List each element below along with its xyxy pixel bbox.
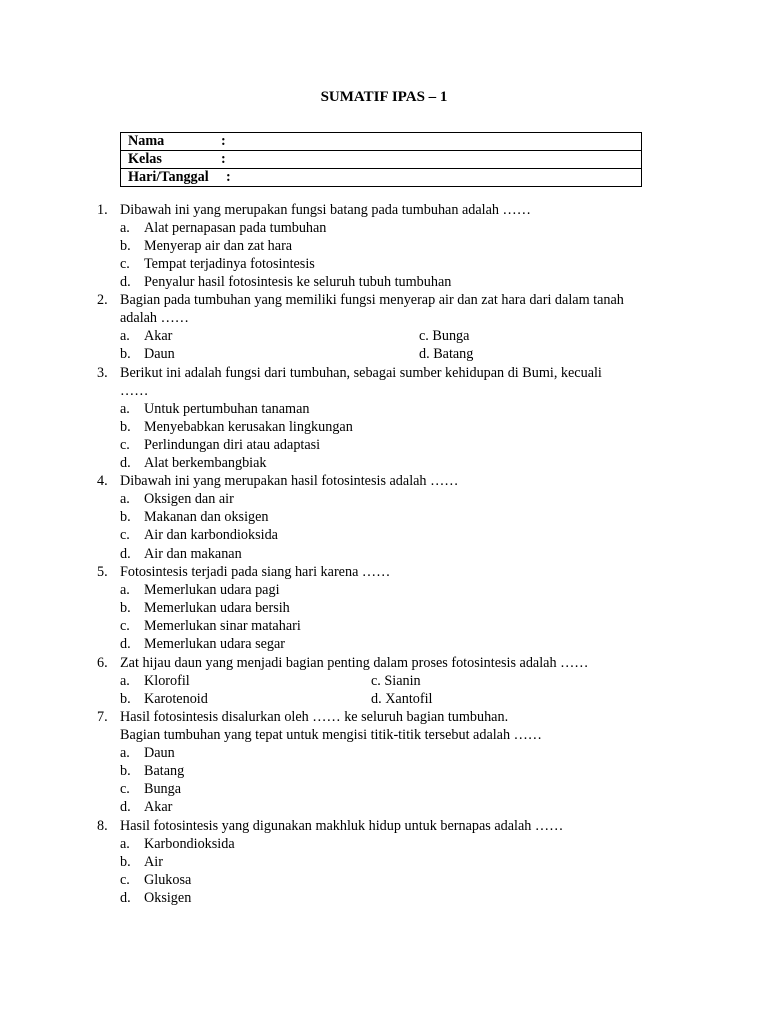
option-letter: d.	[120, 636, 131, 652]
option-letter: a.	[120, 836, 130, 852]
option-letter: a.	[120, 328, 130, 344]
option-text: Menyebabkan kerusakan lingkungan	[144, 419, 353, 435]
option-text: d. Xantofil	[371, 691, 433, 707]
option-letter: c.	[120, 781, 130, 797]
identity-row-date	[121, 169, 642, 187]
option-letter: b.	[120, 509, 131, 525]
option-text: Tempat terjadinya fotosintesis	[144, 256, 315, 272]
option-letter: a.	[120, 582, 130, 598]
name-colon: :	[221, 133, 226, 149]
class-field[interactable]	[121, 151, 642, 169]
option-letter: a.	[120, 673, 130, 689]
question-text: ……	[120, 383, 149, 399]
page-title: SUMATIF IPAS – 1	[320, 89, 448, 105]
option-letter: b.	[120, 600, 131, 616]
option-letter: b.	[120, 691, 131, 707]
option-text: Batang	[144, 763, 185, 779]
option-text: Alat pernapasan pada tumbuhan	[144, 220, 327, 236]
option-letter: c.	[120, 527, 130, 543]
question-text: Bagian tumbuhan yang tepat untuk mengisi titik-titik tersebut adalah ……	[120, 727, 542, 743]
question-text: Bagian pada tumbuhan yang memiliki fungsi menyerap air dan zat hara dari dalam tanah	[120, 292, 624, 308]
option-text: Memerlukan sinar matahari	[144, 618, 301, 634]
student-identity-table	[120, 132, 642, 187]
option-text: Perlindungan diri atau adaptasi	[144, 437, 321, 453]
option-text: Makanan dan oksigen	[144, 509, 269, 525]
option-text: Penyalur hasil fotosintesis ke seluruh tubuh tumbuhan	[144, 274, 452, 290]
question-number: 3.	[97, 365, 108, 381]
option-letter: b.	[120, 238, 131, 254]
question-number: 8.	[97, 818, 108, 834]
question-number: 2.	[97, 292, 108, 308]
option-letter: b.	[120, 419, 131, 435]
option-letter: d.	[120, 455, 131, 471]
option-text: Daun	[144, 745, 175, 761]
question-number: 6.	[97, 655, 108, 671]
option-text: Glukosa	[144, 872, 192, 888]
date-colon: :	[226, 169, 231, 185]
class-label: Kelas	[128, 151, 162, 167]
option-text: Alat berkembangbiak	[144, 455, 267, 471]
option-letter: c.	[120, 618, 130, 634]
question-text: Zat hijau daun yang menjadi bagian penting dalam proses fotosintesis adalah ……	[120, 655, 589, 671]
option-text: Karbondioksida	[144, 836, 235, 852]
option-letter: d.	[120, 546, 131, 562]
question-text: Hasil fotosintesis disalurkan oleh …… ke seluruh bagian tumbuhan.	[120, 709, 509, 725]
option-text: Untuk pertumbuhan tanaman	[144, 401, 310, 417]
option-text: Air	[144, 854, 163, 870]
class-colon: :	[221, 151, 226, 167]
option-text: Klorofil	[144, 673, 190, 689]
option-letter: d.	[120, 799, 131, 815]
option-text: c. Sianin	[371, 673, 421, 689]
question-number: 5.	[97, 564, 108, 580]
question-text: adalah ……	[120, 310, 189, 326]
option-text: Akar	[144, 799, 173, 815]
option-letter: b.	[120, 854, 131, 870]
name-field[interactable]	[121, 133, 642, 151]
option-letter: a.	[120, 401, 130, 417]
option-text: Air dan makanan	[144, 546, 242, 562]
option-letter: a.	[120, 745, 130, 761]
option-text: Air dan karbondioksida	[144, 527, 278, 543]
question-text: Fotosintesis terjadi pada siang hari karena ……	[120, 564, 391, 580]
option-text: Memerlukan udara bersih	[144, 600, 290, 616]
question-number: 1.	[97, 202, 108, 218]
option-letter: c.	[120, 437, 130, 453]
option-text: Memerlukan udara pagi	[144, 582, 280, 598]
option-text: Karotenoid	[144, 691, 208, 707]
option-text: Oksigen dan air	[144, 491, 234, 507]
date-field[interactable]	[121, 169, 642, 187]
option-letter: d.	[120, 274, 131, 290]
option-text: Menyerap air dan zat hara	[144, 238, 293, 254]
date-label: Hari/Tanggal	[128, 169, 209, 185]
option-letter: b.	[120, 763, 131, 779]
option-text: Memerlukan udara segar	[144, 636, 286, 652]
option-letter: a.	[120, 491, 130, 507]
option-letter: a.	[120, 220, 130, 236]
question-number: 7.	[97, 709, 108, 725]
question-number: 4.	[97, 473, 108, 489]
question-text: Berikut ini adalah fungsi dari tumbuhan, sebagai sumber kehidupan di Bumi, kecuali	[120, 365, 602, 381]
option-letter: c.	[120, 872, 130, 888]
option-letter: c.	[120, 256, 130, 272]
question-text: Dibawah ini yang merupakan hasil fotosintesis adalah ……	[120, 473, 459, 489]
identity-row-name	[121, 133, 642, 151]
option-text: Oksigen	[144, 890, 192, 906]
option-text: d. Batang	[419, 346, 474, 362]
option-text: c. Bunga	[419, 328, 470, 344]
option-letter: d.	[120, 890, 131, 906]
option-text: Bunga	[144, 781, 182, 797]
option-text: Akar	[144, 328, 173, 344]
question-text: Hasil fotosintesis yang digunakan makhluk hidup untuk bernapas adalah ……	[120, 818, 564, 834]
question-text: Dibawah ini yang merupakan fungsi batang pada tumbuhan adalah ……	[120, 202, 531, 218]
option-text: Daun	[144, 346, 175, 362]
option-letter: b.	[120, 346, 131, 362]
identity-row-class	[121, 151, 642, 169]
name-label: Nama	[128, 133, 165, 149]
